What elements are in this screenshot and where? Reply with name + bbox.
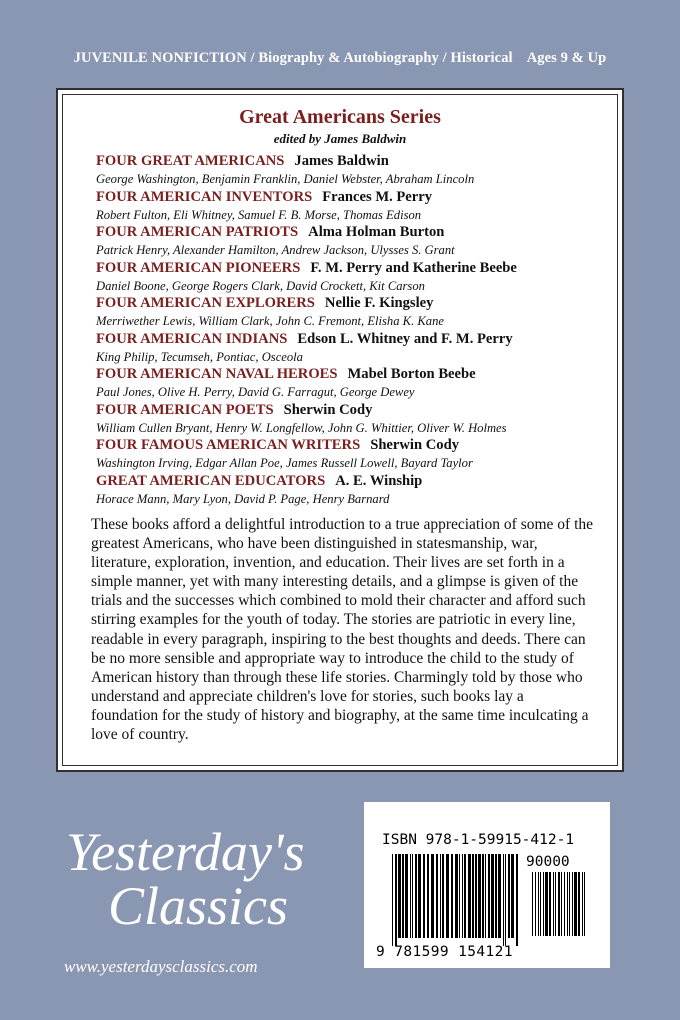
description-paragraph: These books afford a delightful introduction to a true appreciation of some of the greatest Americans, who have been distinguished in statesmanship, war, literature, exploration, invention, and education. Their lives are set forth in a simple manner, yet with many interesting details, and a glimpse is given of the trials and the successes which combined to mold their character and afford such stirring examples for the youth of today. The stories are patriotic in every line, readable in every paragraph, inspiring to the best thoughts and deeds. There can be no more sensible and appropriate way to introduce the child to the study of American history than through these life stories. Charmingly told by those who understand and appreciate children's love for stories, such books lay a foundation for the study of history and biography, at the same time inculcating a love of country.: [91, 516, 594, 744]
barcode-bar: [505, 854, 506, 946]
barcode-bar: [558, 872, 560, 936]
logo-line-1: Yesterday's: [66, 822, 305, 882]
barcode-bar: [555, 872, 556, 936]
book-author: Sherwin Cody: [370, 437, 459, 453]
book-item: [96, 365, 614, 401]
book-subjects: Washington Irving, Edgar Allan Poe, James Russell Lowell, Bayard Taylor: [96, 456, 473, 470]
barcode-bar: [549, 872, 551, 936]
book-author: F. M. Perry and Katherine Beebe: [310, 259, 517, 276]
book-title: FOUR AMERICAN EXPLORERS: [96, 295, 315, 311]
barcode-bar: [431, 854, 434, 938]
book-item: [96, 401, 614, 437]
barcode-bar: [436, 854, 438, 938]
barcode-bar: [574, 872, 577, 936]
book-list: [96, 152, 614, 507]
barcode-bar: [427, 854, 429, 938]
book-item: [96, 472, 614, 508]
barcode-bar: [538, 872, 539, 936]
barcode-bar: [412, 854, 413, 938]
barcode-bar: [402, 854, 404, 938]
barcode-bar: [462, 854, 463, 938]
barcode-bar: [418, 854, 421, 938]
book-title: FOUR AMERICAN INVENTORS: [96, 188, 313, 205]
book-title: FOUR GREAT AMERICANS: [96, 153, 285, 169]
barcode-bar: [582, 872, 583, 936]
book-author: Frances M. Perry: [322, 188, 433, 205]
barcode-bar: [516, 854, 518, 946]
book-item: [96, 223, 614, 259]
book-title: FOUR AMERICAN NAVAL HEROES: [96, 366, 338, 382]
logo-line-2: Classics: [108, 876, 289, 936]
book-item: [96, 436, 614, 472]
price-code: 90000: [526, 854, 570, 870]
barcode-main: [392, 854, 522, 946]
category-line: [0, 50, 680, 67]
description-block: [91, 515, 594, 744]
book-item: [96, 330, 614, 366]
book-author: Mabel Borton Beebe: [347, 366, 476, 382]
book-author: Nellie F. Kingsley: [324, 295, 434, 311]
barcode-bar: [553, 872, 554, 936]
book-item: [96, 152, 614, 188]
ages-text: Ages 9 & Up: [526, 50, 607, 66]
barcode-bar: [446, 854, 449, 938]
barcode-bar: [442, 854, 444, 938]
barcode-bar: [567, 872, 568, 936]
barcode-bar: [578, 872, 580, 936]
book-author: James Baldwin: [294, 153, 389, 169]
barcode-bar: [569, 872, 570, 936]
book-item: [96, 259, 614, 295]
barcode-bar: [405, 854, 408, 938]
book-title: FOUR AMERICAN PATRIOTS: [96, 224, 299, 240]
barcode-bar: [478, 854, 481, 938]
barcode-bar: [472, 854, 474, 938]
barcode-bar: [395, 854, 397, 946]
barcode-bar: [511, 854, 514, 938]
barcode-bar: [415, 854, 417, 938]
category-text: JUVENILE NONFICTION / Biography & Autobiography / Historical: [73, 50, 513, 66]
book-subjects: Daniel Boone, George Rogers Clark, David Crockett, Kit Carson: [96, 278, 425, 293]
book-title: FOUR AMERICAN POETS: [96, 401, 274, 418]
website-link[interactable]: www.yesterdaysclassics.com: [64, 957, 258, 976]
book-item: [96, 188, 614, 224]
series-title: Great Americans Series: [239, 106, 441, 128]
barcode-supplement: [532, 872, 592, 946]
barcode-bar: [540, 872, 541, 936]
barcode-bar: [482, 854, 484, 938]
book-author: Alma Holman Burton: [308, 224, 445, 240]
barcode-bar: [455, 854, 458, 938]
barcode-bar: [584, 872, 585, 936]
barcode-bar: [410, 854, 411, 938]
book-title: FOUR AMERICAN INDIANS: [96, 330, 288, 347]
book-subjects: Paul Jones, Olive H. Perry, David G. Farragut, George Dewey: [96, 385, 415, 399]
barcode-bar: [498, 854, 501, 938]
barcode-bar: [545, 872, 548, 936]
barcode-bar: [532, 872, 533, 936]
isbn-label: ISBN 978-1-59915-412-1: [382, 832, 575, 848]
barcode-box: [364, 802, 610, 968]
barcode-bar: [451, 854, 453, 938]
barcode-bar: [485, 854, 486, 938]
barcode-bar: [488, 854, 490, 938]
barcode-bar: [508, 854, 510, 938]
book-subjects: George Washington, Benjamin Franklin, Daniel Webster, Abraham Lincoln: [96, 172, 475, 186]
book-item: [96, 294, 614, 330]
barcode-bar: [535, 872, 536, 936]
book-author: A. E. Winship: [335, 472, 423, 489]
book-author: Sherwin Cody: [283, 401, 373, 418]
barcode-bar: [423, 854, 425, 938]
series-editor: edited by James Baldwin: [273, 131, 407, 146]
barcode-bar: [495, 854, 497, 938]
series-panel: [56, 88, 624, 772]
barcode-bar: [564, 872, 565, 936]
book-subjects: Robert Fulton, Eli Whitney, Samuel F. B. Morse, Thomas Edison: [96, 207, 422, 222]
barcode-bar: [503, 854, 504, 946]
barcode-bar: [440, 854, 441, 938]
barcode-bar: [459, 854, 460, 938]
barcode-bar: [491, 854, 494, 938]
book-subjects: Patrick Henry, Alexander Hamilton, Andrew Jackson, Ulysses S. Grant: [96, 243, 455, 257]
book-title: GREAT AMERICAN EDUCATORS: [96, 472, 326, 489]
barcode-bar: [468, 854, 471, 938]
barcode-bar: [398, 854, 401, 938]
barcode-bar: [543, 872, 544, 936]
barcode-bar: [475, 854, 477, 938]
barcode-bar: [561, 872, 562, 936]
barcode-bar: [572, 872, 573, 936]
book-author: Edson L. Whitney and F. M. Perry: [297, 330, 513, 347]
book-subjects: Horace Mann, Mary Lyon, David P. Page, Henry Barnard: [96, 491, 390, 506]
book-title: FOUR AMERICAN PIONEERS: [96, 259, 301, 276]
book-subjects: King Philip, Tecumseh, Pontiac, Osceola: [96, 349, 303, 364]
book-title: FOUR FAMOUS AMERICAN WRITERS: [96, 437, 361, 453]
barcode-digits: 9 781599 154121: [376, 944, 513, 960]
book-subjects: William Cullen Bryant, Henry W. Longfellow, John G. Whittier, Oliver W. Holmes: [96, 420, 507, 435]
barcode-bar: [392, 854, 393, 946]
book-subjects: Merriwether Lewis, William Clark, John C. Fremont, Elisha K. Kane: [96, 314, 444, 328]
barcode-bar: [464, 854, 466, 938]
